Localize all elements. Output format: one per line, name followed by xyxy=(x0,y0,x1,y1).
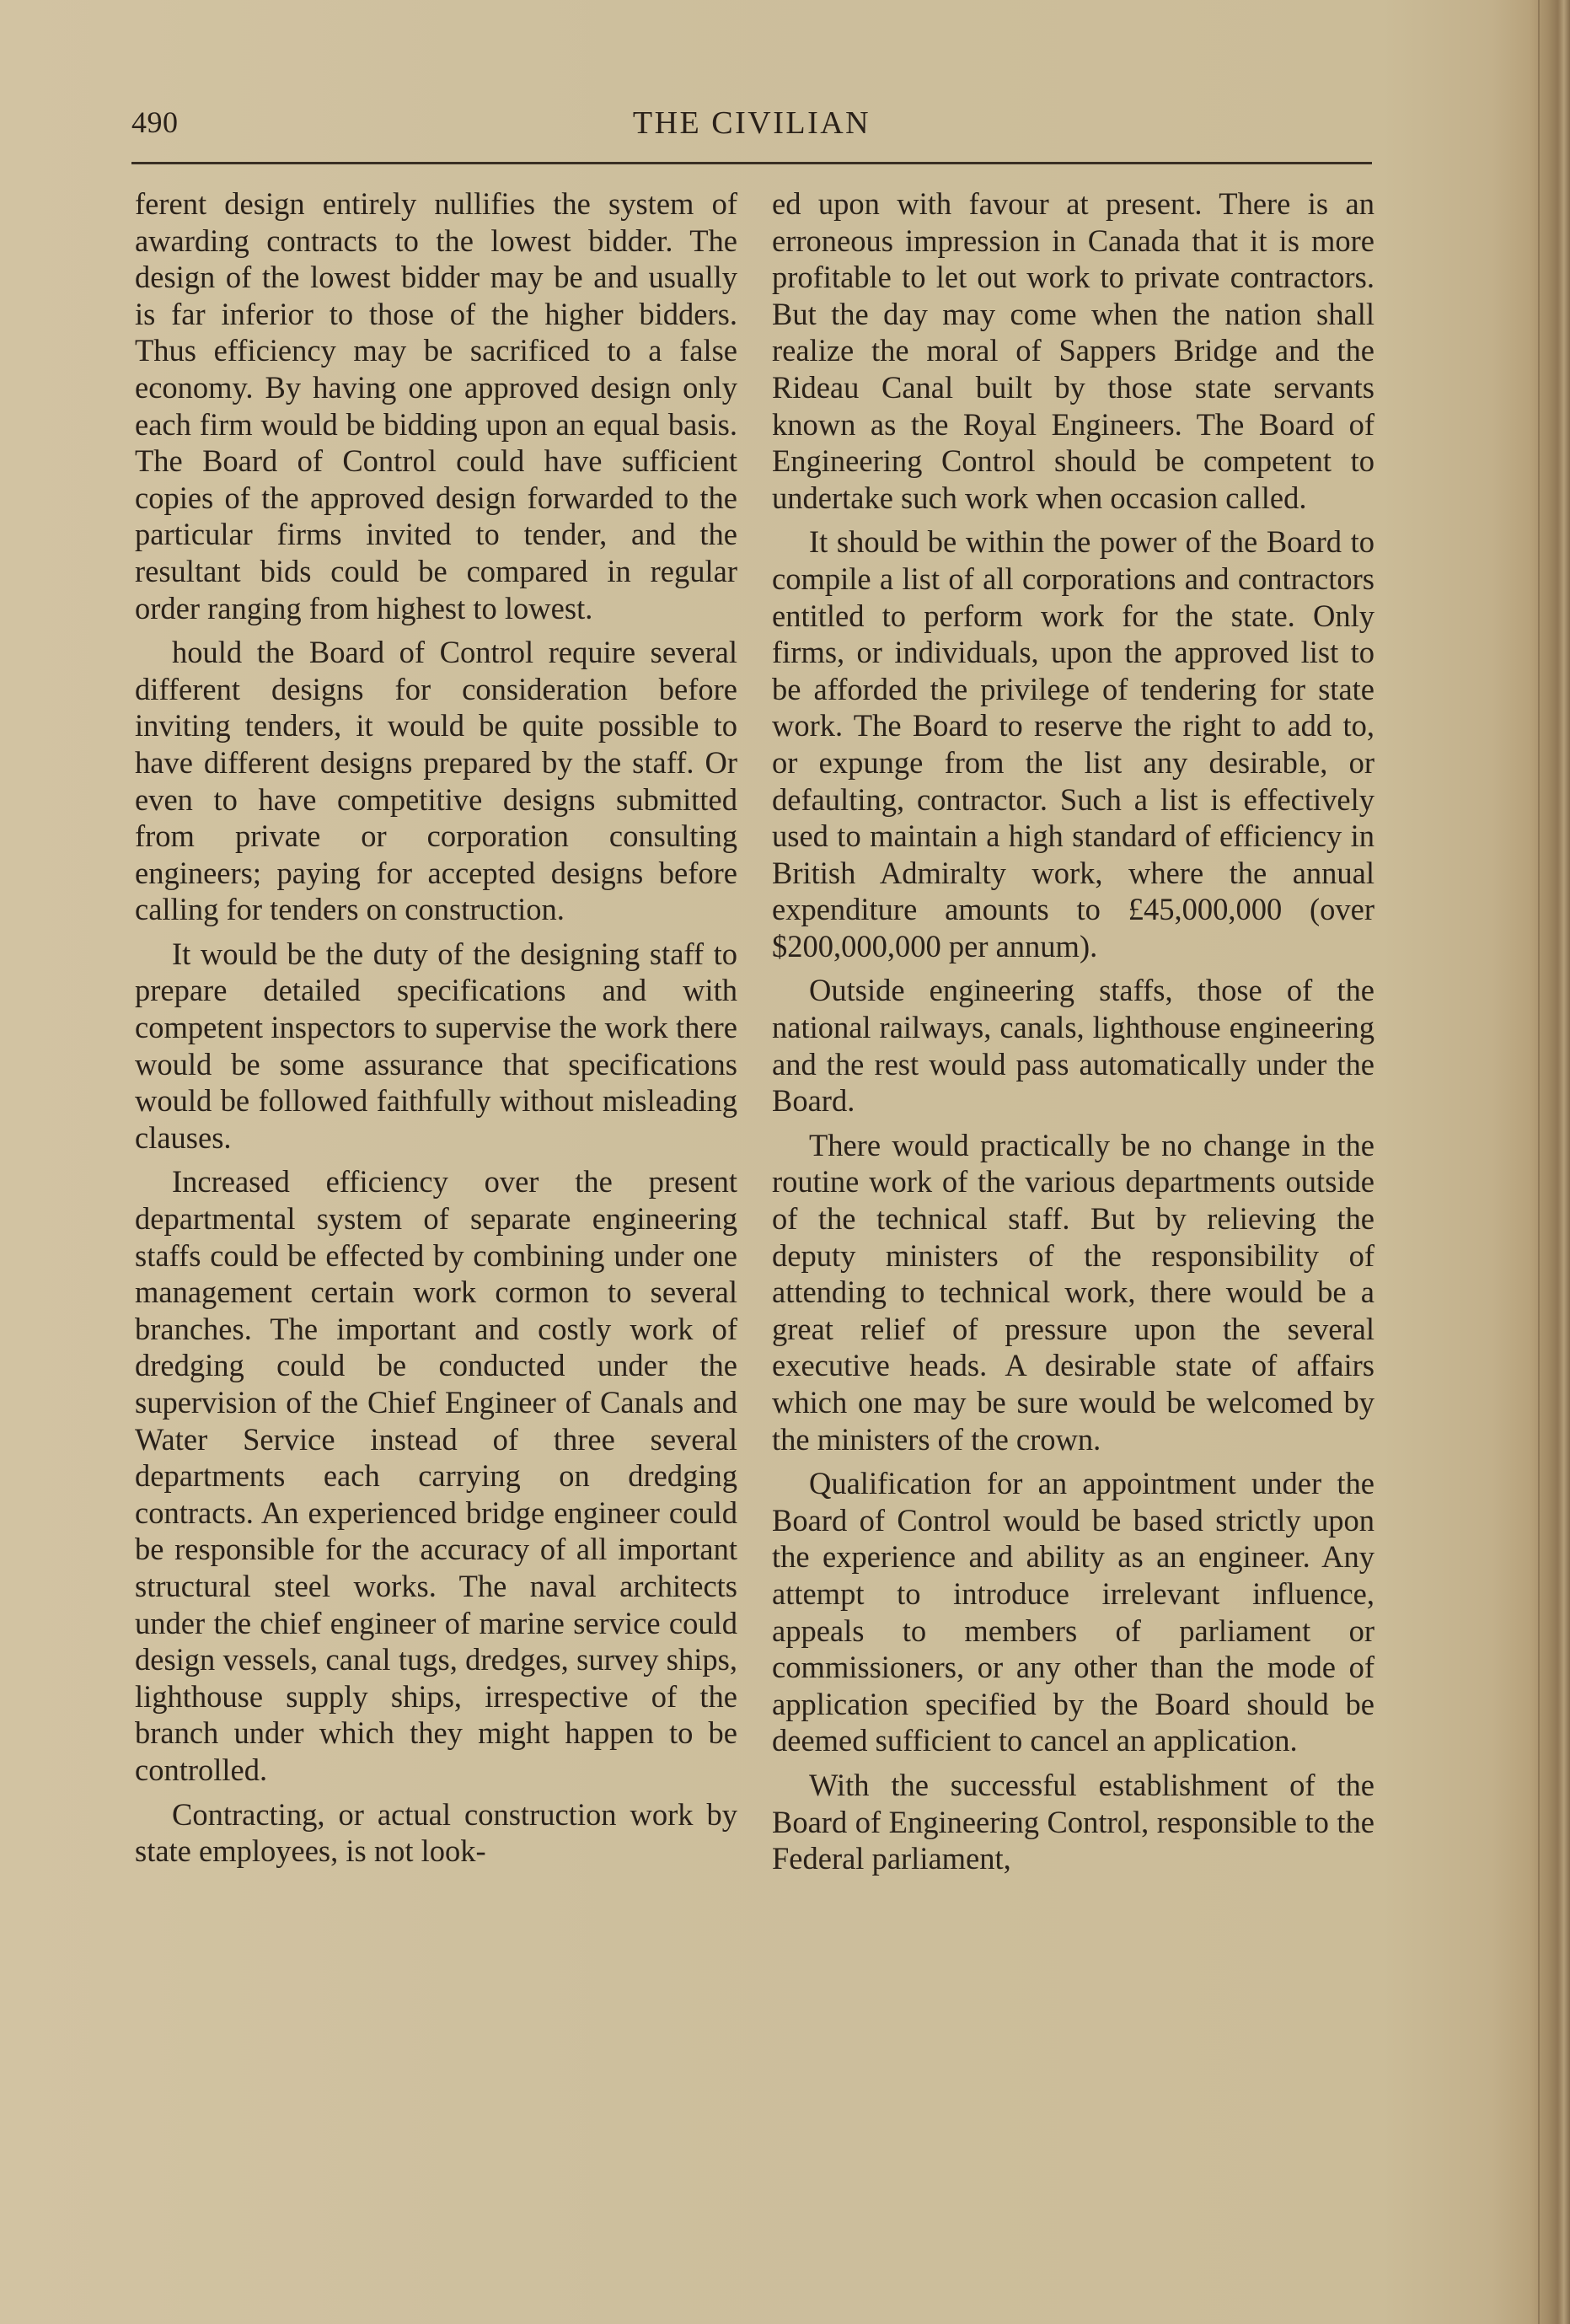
left-column xyxy=(135,185,737,2225)
page-number: 490 xyxy=(131,105,179,139)
paragraph: There would practically be no change in the routine work of the various departments outside of the technical staff. But by relieving the deputy ministers of the responsibility of attending to technical work, there would be a great relief of pressure upon the several executive heads. A desirable state of affairs which one may be sure would be welcomed by the ministers of the crown. xyxy=(772,1127,1374,1457)
running-title: THE CIVILIAN xyxy=(632,105,871,141)
page-header xyxy=(131,105,1372,147)
paragraph: With the successful establishment of the Board of Engineering Control, responsible to the Federal parliament, xyxy=(772,1767,1374,1876)
paragraph: Contracting, or actual construction work by state employees, is not look- xyxy=(135,1796,737,1869)
paragraph: ferent design entirely nullifies the system of awarding contracts to the lowest bidder. The design of the lowest bidder may be and usually is far inferior to those of the higher bidders. Thus efficiency may be sacrificed to a false economy. By having one approved design only each firm would be bidding upon an equal basis. The Board of Control could have sufficient copies of the approved design forwarded to the particular firms invited to tender, and the resultant bids could be compared in regular order ranging from highest to lowest. xyxy=(135,186,737,625)
paragraph: Increased efficiency over the present departmental system of separate engineering staffs could be effected by combining under one management certain work cormon to several branches. The important and costly work of dredging could be conducted under the supervision of the Chief Engineer of Canals and Water Service instead of three several departments each carrying on dredging contracts. An experienced bridge engineer could be responsible for the accuracy of all important structural steel works. The naval architects under the chief engineer of marine service could design vessels, canal tugs, dredges, survey ships, lighthouse supply ships, irrespective of the branch under which they might happen to be controlled. xyxy=(135,1164,737,1787)
paragraph: hould the Board of Control require several different designs for consideration before inviting tenders, it would be quite possible to have different designs prepared by the staff. Or even to have competitive designs submitted from private or corporation consulting engineers; paying for accepted designs before calling for tenders on construction. xyxy=(135,635,737,927)
paragraph: Outside engineering staffs, those of the national railways, canals, lighthouse engineering and the rest would pass automatically under the Board. xyxy=(772,973,1374,1119)
right-column xyxy=(772,185,1374,2225)
paragraph: It would be the duty of the designing staff to prepare detailed specifications and with competent inspectors to supervise the work there would be some assurance that specifications would be followed faithfully without misleading clauses. xyxy=(135,936,737,1155)
page-edge-shadow xyxy=(1530,0,1570,2324)
paragraph: Qualification for an appointment under the Board of Control would be based strictly upon the experience and ability as an engineer. Any attempt to introduce irrelevant influence, appeals to members of parliament or commissioners, or any other than the mode of application specified by the Board should be deemed sufficient to cancel an application. xyxy=(772,1466,1374,1758)
paragraph: It should be within the power of the Board to compile a list of all corporations and contractors entitled to perform work for the state. Only firms, or individuals, upon the approved list to be afforded the privilege of tendering for state work. The Board to reserve the right to add to, or expunge from the list any desirable, or defaulting, contractor. Such a list is effectively used to maintain a high standard of efficiency in British Admiralty work, where the annual expenditure amounts to £45,000,000 (over $200,000,000 per annum). xyxy=(772,524,1374,963)
header-rule xyxy=(131,162,1372,164)
paragraph: ed upon with favour at present. There is an erroneous impression in Canada that it is more profitable to let out work to private contractors. But the day may come when the nation shall realize the moral of Sappers Bridge and the Rideau Canal built by those state servants known as the Royal Engineers. The Board of Engineering Control should be competent to undertake such work when occasion called. xyxy=(772,186,1374,515)
page-edge-line xyxy=(1538,0,1540,2324)
